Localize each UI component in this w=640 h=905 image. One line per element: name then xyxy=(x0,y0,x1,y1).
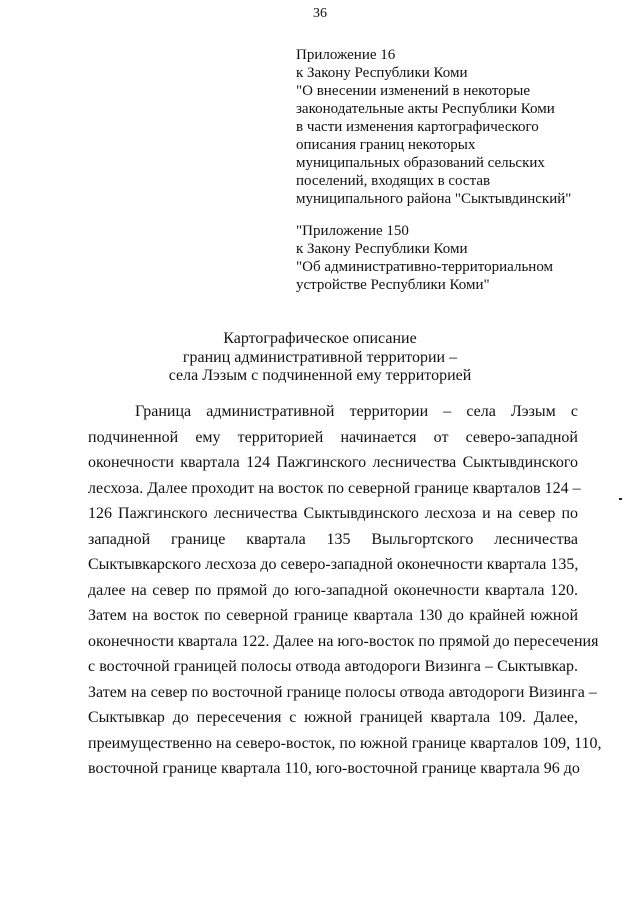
appendix-line: к Закону Республики Коми xyxy=(296,241,468,257)
appendix-line: "Приложение 150 xyxy=(296,223,409,239)
body-line: Сыктывкарского лесхоза до северо-западной оконечности квартала 135, xyxy=(88,556,579,573)
title-line: границ административной территории – xyxy=(182,348,458,366)
body-line: Затем на север по восточной границе полосы отвода автодороги Визинга – xyxy=(88,683,597,701)
body-text xyxy=(88,399,602,782)
appendix-line: поселений, входящих в состав xyxy=(296,173,491,189)
page-number: 36 xyxy=(313,6,327,21)
body-line: далее на север по прямой до юго-западной оконечности квартала 120. xyxy=(88,581,578,599)
body-line: с восточной границей полосы отвода автодороги Визинга – Сыктывкар. xyxy=(88,658,578,675)
margin-mark xyxy=(619,498,622,500)
title-line: Картографическое описание xyxy=(223,330,417,347)
body-line: оконечности квартала 124 Пажгинского лесничества Сыктывдинского xyxy=(88,454,578,471)
appendix-line: законодательные акты Республики Коми xyxy=(296,101,555,117)
appendix-line: устройстве Республики Коми" xyxy=(296,277,490,293)
appendix-line: описания границ некоторых xyxy=(296,137,476,153)
body-line: Затем на восток по северной границе квартала 130 до крайней южной xyxy=(88,607,578,624)
body-line: лесхоза. Далее проходит на восток по северной границе кварталов 124 – xyxy=(88,479,581,497)
title-line: села Лэзым с подчиненной ему территорией xyxy=(168,367,472,384)
appendix-line: к Закону Республики Коми xyxy=(296,65,468,81)
appendix-line: "О внесении изменений в некоторые xyxy=(296,83,531,99)
body-line: преимущественно на северо-восток, по южной границе кварталов 109, 110, xyxy=(88,734,602,752)
appendix-line: в части изменения картографического xyxy=(296,119,539,135)
body-line: западной границе квартала 135 Выльгортского лесничества xyxy=(88,530,578,548)
appendix-header xyxy=(296,46,571,294)
appendix-header-original xyxy=(296,222,571,294)
body-line: восточной границе квартала 110, юго-восточной границе квартала 96 до xyxy=(88,760,580,777)
body-line: 126 Пажгинского лесничества Сыктывдинского лесхоза и на север по xyxy=(88,505,578,522)
body-line: Граница административной территории – села Лэзым с xyxy=(135,403,578,420)
body-line: Сыктывкар до пересечения с южной границей квартала 109. Далее, xyxy=(88,709,578,726)
body-line: оконечности квартала 122. Далее на юго-восток по прямой до пересечения xyxy=(88,632,599,650)
appendix-line: Приложение 16 xyxy=(296,47,396,63)
appendix-line: муниципального района "Сыктывдинский" xyxy=(296,191,572,207)
document-title xyxy=(0,330,640,386)
appendix-line: "Об административно-территориальном xyxy=(296,259,554,275)
body-line: подчиненной ему территорией начинается от северо-западной xyxy=(88,428,578,446)
appendix-line: муниципальных образований сельских xyxy=(296,155,545,171)
